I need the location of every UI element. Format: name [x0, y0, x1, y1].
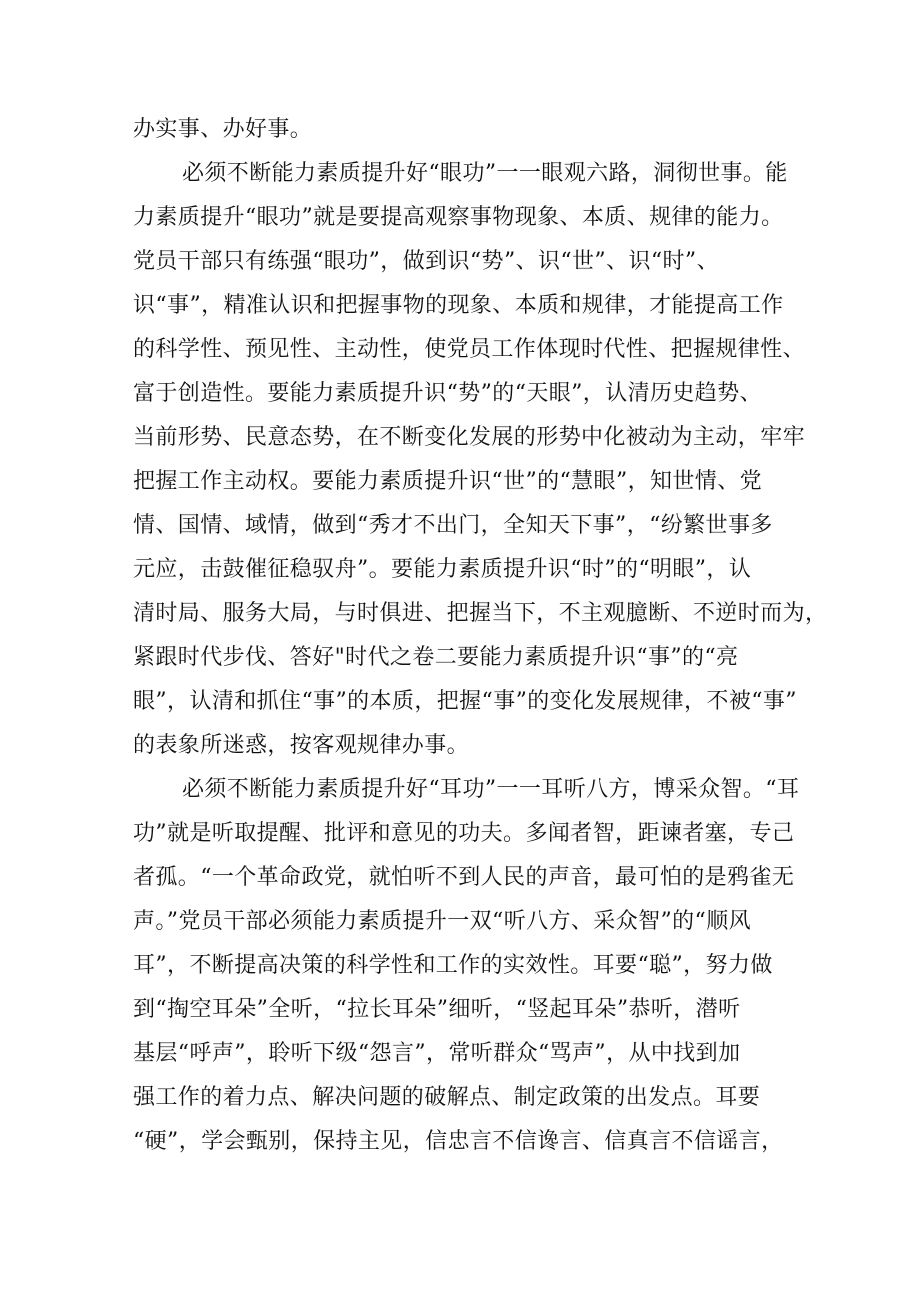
text-line: “硬”，学会甄别，保持主见，信忠言不信谗言、信真言不信谣言，: [133, 1129, 784, 1154]
text-line: 富于创造性。要能力素质提升识“势”的“天眼”，认清历史趋势、: [133, 381, 762, 406]
text-line: 强工作的着力点、解决问题的破解点、制定政策的出发点。耳要: [133, 1085, 761, 1110]
text-line: 声。”党员干部必须能力素质提升一双“听八方、采众智”的“顺风: [133, 909, 751, 934]
text-line: 的科学性、预见性、主动性，使党员工作体现时代性、把握规律性、: [133, 337, 806, 362]
text-line: 者孤。“一个革命政党，就怕听不到人民的声音，最可怕的是鸦雀无: [133, 865, 795, 890]
text-line: 紧跟时代步伐、答好"时代之卷二要能力素质提升识“事”的“亮: [133, 645, 739, 670]
paragraph-first-line: 必须不断能力素质提升好“耳功”一一耳听八方，博采众智。“耳: [182, 777, 800, 802]
text-line: 的表象所迷惑，按客观规律办事。: [133, 733, 470, 758]
text-line: 力素质提升“眼功”就是要提高观察事物现象、本质、规律的能力。: [133, 205, 784, 230]
text-line: 把握工作主动权。要能力素质提升识“世”的“慧眼”，知世情、党: [133, 469, 762, 494]
paragraph-first-line: 必须不断能力素质提升好“眼功”一一眼观六路，洞彻世事。能: [182, 161, 788, 186]
text-line: 识“事”，精准认识和把握事物的现象、本质和规律，才能提高工作: [133, 293, 784, 318]
text-line: 到“掏空耳朵”全听，“拉长耳朵”细听，“竖起耳朵”恭听，潜听: [133, 997, 741, 1022]
text-line: 元应，击鼓催征稳驭舟”。要能力素质提升识“时”的“明眼”，认: [133, 557, 752, 582]
text-line: 基层“呼声”，聆听下级“怨言”，常听群众“骂声”，从中找到加: [133, 1041, 741, 1066]
text-line: 清时局、服务大局，与时俱进、把握当下，不主观臆断、不逆时而为，: [133, 601, 828, 626]
text-line: 党员干部只有练强“眼功”，做到识“势”、识“世”、识“时”、: [133, 249, 719, 274]
text-line: 耳”，不断提高决策的科学性和工作的实效性。耳要“聪”，努力做: [133, 953, 773, 978]
text-line: 情、国情、域情，做到“秀才不出门，全知天下事”，“纷繁世事多: [133, 513, 773, 538]
text-line: 眼”，认清和抓住“事”的本质，把握“事”的变化发展规律，不被“事”: [133, 689, 797, 714]
text-line: 功”就是听取提醒、批评和意见的功夫。多闻者智，距谏者塞，专己: [133, 821, 795, 846]
text-line: 当前形势、民意态势，在不断变化发展的形势中化被动为主动，牢牢: [133, 425, 806, 450]
text-line: 办实事、办好事。: [133, 117, 313, 142]
